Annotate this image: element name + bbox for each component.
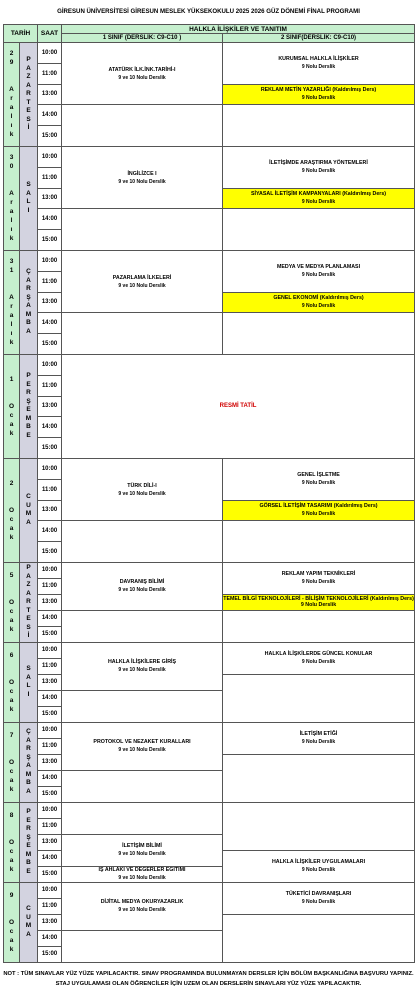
time-cell: 13:00 <box>38 754 62 770</box>
course-name: HALKLA İLİŞKİLERE GİRİŞ <box>107 659 177 666</box>
schedule-row <box>4 313 415 334</box>
time-cell: 14:00 <box>38 521 62 542</box>
schedule-row <box>4 354 415 375</box>
date-cell: 7 O c a k <box>4 722 20 802</box>
time-cell: 14:00 <box>38 930 62 946</box>
note-line-2: STAJ UYGULAMASI OLAN ÖĞRENCİLER İÇİN UZEM OLAN DERSLERİN SINAVLARI YÜZ YÜZE YAPILACAKTIR. <box>55 980 362 987</box>
time-cell: 13:00 <box>38 188 62 209</box>
course-name: MEDYA VE MEDYA PLANLAMASI <box>276 264 361 271</box>
day-name-cell: C U M A <box>20 882 38 962</box>
class1-exam-cell <box>62 146 223 208</box>
day-name-cell: C U M A <box>20 458 38 562</box>
schedule-row <box>4 105 415 126</box>
empty-cell <box>62 930 223 962</box>
schedule-row <box>4 521 415 542</box>
class2-exam-cell <box>223 642 415 674</box>
holiday-cell: RESMİ TATİL <box>62 354 415 458</box>
exam-schedule-table <box>3 24 415 963</box>
class1-exam-cell <box>62 834 223 866</box>
empty-cell <box>223 610 415 642</box>
course-room: 9 Nolu Derslik <box>301 899 336 906</box>
time-cell: 11:00 <box>38 167 62 188</box>
course-room: 9 ve 10 Nolu Derslik <box>118 667 166 674</box>
course-name: İLETİŞİM BİLİMİ <box>122 843 162 850</box>
tarih-header: TARİH <box>4 25 38 43</box>
course-room: 9 Nolu Derslik <box>301 659 336 666</box>
course-name: KURUMSAL HALKLA İLİŞKİLER <box>278 56 359 63</box>
time-cell: 11:00 <box>38 479 62 500</box>
schedule-row <box>4 43 415 64</box>
class2-exam-cell <box>223 882 415 914</box>
time-cell: 14:00 <box>38 610 62 626</box>
schedule-row <box>4 209 415 230</box>
empty-cell <box>223 754 415 802</box>
course-name: HALKLA İLİŞKİLER UYGULAMALARI <box>271 859 366 866</box>
time-cell: 15:00 <box>38 230 62 251</box>
day-name-cell: Ç A R Ş A M B A <box>20 722 38 802</box>
time-cell: 13:00 <box>38 84 62 105</box>
course-name: HALKLA İLİŞKİLERDE GÜNCEL KONULAR <box>264 651 373 658</box>
course-name: GÖRSEL İLETİŞİM TASARIMI (Kaldırılmış Ders) <box>259 503 378 510</box>
time-cell: 13:00 <box>38 834 62 850</box>
course-room: 9 Nolu Derslik <box>301 739 336 746</box>
class1-exam-cell <box>62 642 223 690</box>
course-name: SİYASAL İLETİŞİM KAMPANYALARI (Kaldırılmış Ders) <box>250 191 387 198</box>
time-cell: 14:00 <box>38 209 62 230</box>
time-cell: 14:00 <box>38 313 62 334</box>
class2-exam-cell <box>223 458 415 500</box>
empty-cell <box>62 105 223 147</box>
time-cell: 14:00 <box>38 770 62 786</box>
course-room: 9 Nolu Derslik <box>301 272 336 279</box>
course-name: PAZARLAMA İLKELERİ <box>112 274 172 281</box>
schedule-row <box>4 146 415 167</box>
time-cell: 13:00 <box>38 594 62 610</box>
course-room: 9 Nolu Derslik <box>301 199 336 206</box>
course-room: 9 ve 10 Nolu Derslik <box>118 851 166 858</box>
time-cell: 15:00 <box>38 438 62 459</box>
empty-cell <box>223 914 415 962</box>
time-cell: 13:00 <box>38 914 62 930</box>
class1-exam-cell <box>62 562 223 610</box>
empty-cell <box>62 610 223 642</box>
date-cell: 8 O c a k <box>4 802 20 882</box>
schedule-row <box>4 802 415 818</box>
course-room: 9 Nolu Derslik <box>301 95 336 102</box>
class2-exam-cell <box>223 850 415 882</box>
day-name-cell: P E R Ş E M B E <box>20 802 38 882</box>
time-cell: 13:00 <box>38 500 62 521</box>
empty-cell <box>62 313 223 355</box>
empty-cell <box>223 521 415 563</box>
footer-note <box>0 969 417 989</box>
time-cell: 15:00 <box>38 786 62 802</box>
date-cell: 2 9 A r a l ı k <box>4 43 20 147</box>
time-cell: 15:00 <box>38 946 62 962</box>
class2-exam-cell-highlighted <box>223 84 415 105</box>
time-cell: 15:00 <box>38 866 62 882</box>
empty-cell <box>223 674 415 722</box>
schedule-row <box>4 882 415 898</box>
time-cell: 10:00 <box>38 43 62 64</box>
course-name: ATATÜRK İLK.İNK.TARİHİ-I <box>108 66 176 73</box>
time-cell: 13:00 <box>38 674 62 690</box>
note-line-1: NOT : TÜM SINAVLAR YÜZ YÜZE YAPILACAKTIR. SINAV PROGRAMINDA BULUNMAYAN DERSLER İÇİN BÖLÜM BAŞKANLIĞINA BAŞVURU YAPINIZ. <box>3 970 414 977</box>
schedule-row <box>4 458 415 479</box>
time-cell: 11:00 <box>38 63 62 84</box>
course-name: REKLAM METİN YAZARLIĞI (Kaldırılmış Ders) <box>260 87 377 94</box>
course-name: İLETİŞİMDE ARAŞTIRMA YÖNTEMLERİ <box>269 160 368 167</box>
time-cell: 10:00 <box>38 354 62 375</box>
time-cell: 11:00 <box>38 578 62 594</box>
time-cell: 11:00 <box>38 271 62 292</box>
time-cell: 11:00 <box>38 818 62 834</box>
time-cell: 11:00 <box>38 898 62 914</box>
course-name: PROTOKOL VE NEZAKET KURALLARI <box>93 739 191 746</box>
empty-cell <box>62 802 223 834</box>
time-cell: 10:00 <box>38 722 62 738</box>
course-room: 9 ve 10 Nolu Derslik <box>118 282 166 289</box>
saat-header: SAAT <box>38 25 62 43</box>
time-cell: 14:00 <box>38 690 62 706</box>
time-cell: 15:00 <box>38 706 62 722</box>
time-cell: 11:00 <box>38 658 62 674</box>
course-room: 9 ve 10 Nolu Derslik <box>118 587 166 594</box>
course-room: 9 Nolu Derslik <box>301 511 336 518</box>
class2-exam-cell <box>223 146 415 188</box>
day-name-cell: S A L I <box>20 146 38 250</box>
empty-cell <box>62 690 223 722</box>
schedule-row <box>4 642 415 658</box>
empty-cell <box>62 770 223 802</box>
schedule-row <box>4 562 415 578</box>
class2-exam-cell <box>223 562 415 594</box>
schedule-row <box>4 722 415 738</box>
empty-cell <box>62 209 223 251</box>
date-cell: 2 O c a k <box>4 458 20 562</box>
empty-cell <box>223 802 415 850</box>
course-room: 9 Nolu Derslik <box>301 867 336 874</box>
class1-exam-cell <box>62 43 223 105</box>
course-room: 9 ve 10 Nolu Derslik <box>118 907 166 914</box>
empty-cell <box>223 313 415 355</box>
class2-exam-cell-highlighted <box>223 500 415 521</box>
class2-exam-cell <box>223 43 415 85</box>
time-cell: 10:00 <box>38 802 62 818</box>
course-room: 9 ve 10 Nolu Derslik <box>118 875 166 882</box>
course-name: TÜKETİCİ DAVRANIŞLARI <box>285 891 352 898</box>
course-room: 9 ve 10 Nolu Derslik <box>118 490 166 497</box>
course-room: 9 ve 10 Nolu Derslik <box>118 178 166 185</box>
course-name: TEMEL BİLGİ TEKNOLOJİLERİ - BİLİŞİM TEKNOLOJİLERİ (Kaldırılmış Ders) 9 Nolu Derslik <box>223 596 414 609</box>
time-cell: 11:00 <box>38 375 62 396</box>
class2-header: 2 SINIF(DERSLİK: C9-C10) <box>223 34 415 43</box>
time-cell: 14:00 <box>38 105 62 126</box>
course-name: GENEL İŞLETME <box>297 472 340 479</box>
schedule-row <box>4 610 415 626</box>
schedule-row <box>4 250 415 271</box>
time-cell: 11:00 <box>38 738 62 754</box>
course-room: 9 Nolu Derslik <box>301 303 336 310</box>
time-cell: 13:00 <box>38 292 62 313</box>
class1-exam-cell <box>62 722 223 770</box>
course-room: 9 Nolu Derslik <box>301 64 336 71</box>
date-cell: 1 O c a k <box>4 354 20 458</box>
time-cell: 10:00 <box>38 250 62 271</box>
day-name-cell: P E R Ş E M B E <box>20 354 38 458</box>
empty-cell <box>223 209 415 251</box>
course-name: REKLAM YAPIM TEKNİKLERİ <box>281 571 356 578</box>
course-room: 9 Nolu Derslik <box>301 579 336 586</box>
time-cell: 15:00 <box>38 126 62 147</box>
time-cell: 15:00 <box>38 542 62 563</box>
time-cell: 10:00 <box>38 562 62 578</box>
time-cell: 14:00 <box>38 417 62 438</box>
time-cell: 10:00 <box>38 642 62 658</box>
course-name: İLETİŞİM ETİĞİ <box>299 731 338 738</box>
class2-exam-cell-highlighted <box>223 188 415 209</box>
day-name-cell: Ç A R Ş A M B A <box>20 250 38 354</box>
time-cell: 10:00 <box>38 146 62 167</box>
time-cell: 10:00 <box>38 882 62 898</box>
day-name-cell: P A Z A R T E S İ <box>20 562 38 642</box>
empty-cell <box>62 521 223 563</box>
course-name: İNGİLİZCE I <box>127 170 157 177</box>
time-cell: 14:00 <box>38 850 62 866</box>
course-name: TÜRK DİLİ-I <box>127 482 157 489</box>
program-header: HALKLA İLİŞKİLER VE TANITIM <box>62 25 415 34</box>
class1-exam-cell <box>62 882 223 930</box>
class1-exam-cell <box>62 866 223 882</box>
class2-exam-cell <box>223 722 415 754</box>
time-cell: 15:00 <box>38 334 62 355</box>
course-name: DİJİTAL MEDYA OKURYAZARLIK <box>100 899 184 906</box>
course-name: DAVRANIŞ BİLİMİ <box>119 579 165 586</box>
class1-exam-cell <box>62 250 223 312</box>
course-name: GENEL EKONOMİ (Kaldırılmış Ders) <box>273 295 364 302</box>
class1-exam-cell <box>62 458 223 520</box>
date-cell: 6 O c a k <box>4 642 20 722</box>
course-room: 9 Nolu Derslik <box>301 480 336 487</box>
date-cell: 3 1 A r a l ı k <box>4 250 20 354</box>
class2-exam-cell <box>223 250 415 292</box>
date-cell: 5 O c a k <box>4 562 20 642</box>
day-name-cell: S A L I <box>20 642 38 722</box>
course-room: 9 ve 10 Nolu Derslik <box>118 74 166 81</box>
date-cell: 9 O c a k <box>4 882 20 962</box>
time-cell: 10:00 <box>38 458 62 479</box>
class2-exam-cell-highlighted <box>223 292 415 313</box>
date-cell: 3 0 A r a l ı k <box>4 146 20 250</box>
course-room: 9 Nolu Derslik <box>301 168 336 175</box>
course-room: 9 ve 10 Nolu Derslik <box>118 747 166 754</box>
day-name-cell: P A Z A R T E S İ <box>20 43 38 147</box>
course-name: İŞ AHLAKI VE DEĞERLER EĞİTİMİ <box>98 867 186 874</box>
class1-header: 1 SINIF (DERSLİK: C9-C10 ) <box>62 34 223 43</box>
time-cell: 15:00 <box>38 626 62 642</box>
page-title: GİRESUN ÜNİVERSİTESİ GİRESUN MESLEK YÜKSEKOKULU 2025 2026 GÜZ DÖNEMİ FİNAL PROGRAMI <box>57 8 360 15</box>
time-cell: 13:00 <box>38 396 62 417</box>
empty-cell <box>223 105 415 147</box>
class2-exam-cell-highlighted <box>223 594 415 610</box>
